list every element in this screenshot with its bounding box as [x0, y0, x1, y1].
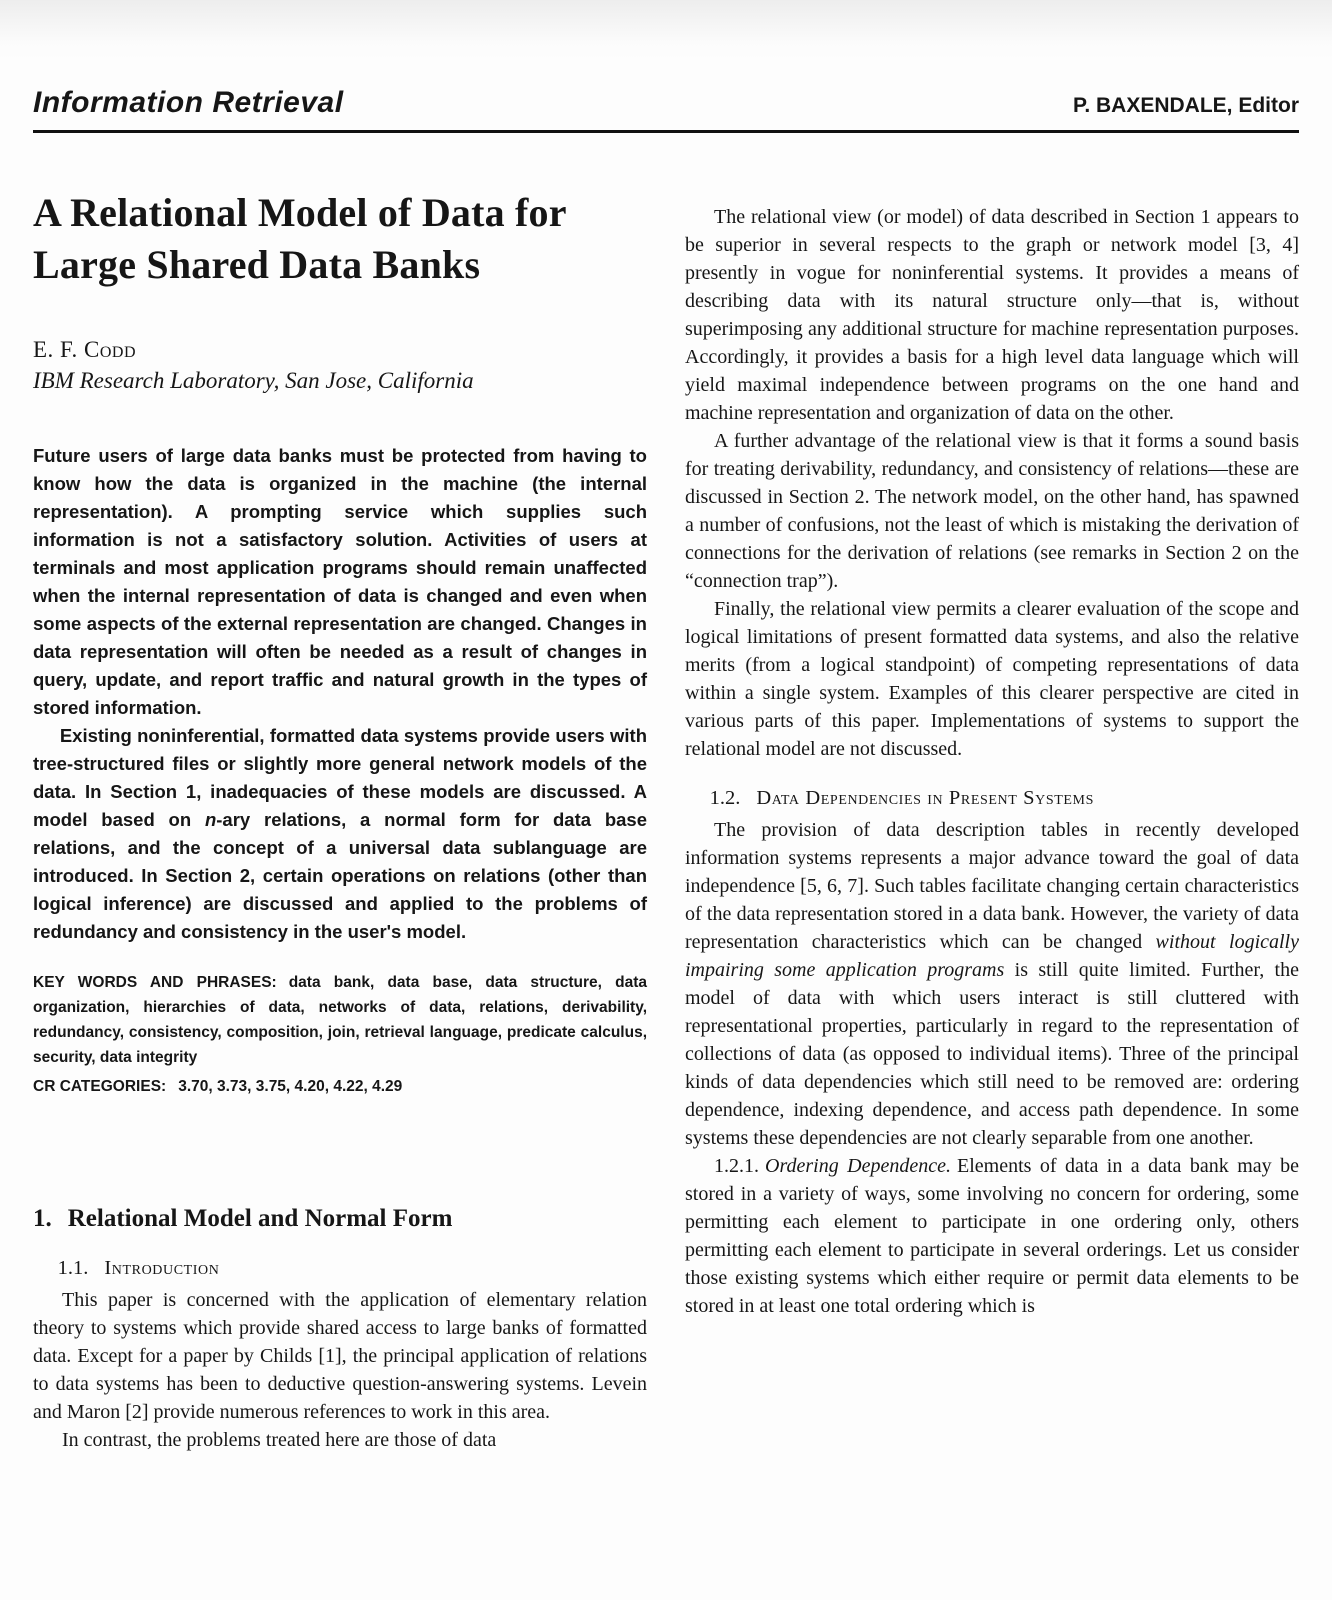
ordering-dependence-title: Ordering Dependence. — [765, 1155, 951, 1177]
cr-categories-block — [33, 1074, 647, 1099]
clipped-bottom-line — [33, 1426, 647, 1451]
cr-categories-values: 3.70, 3.73, 3.75, 4.20, 4.22, 4.29 — [178, 1078, 403, 1095]
abstract-paragraph-1: Future users of large data banks must be protected from having to know how the data is organized in the machine (the internal representation). A prompting service which supplies such information is not a satisfactory solution. Activities of users at terminals and most application programs should remain unaffected when the internal representation of data is changed and even when some aspects of the external representation are changed. Changes in data representation will often be needed as a result of changes in query, update, and report traffic and natural growth in the types of stored information. — [33, 445, 647, 718]
ordering-dependence-text: Elements of data in a data bank may be stored in a variety of ways, some involving no concern for ordering, some permitting each element to participate in one ordering only, others permitting each element to participate in several orderings. Let us consider those existing systems which either require or permit data elements to be stored in at least one total ordering which is — [685, 1155, 1300, 1317]
abstract-paragraph-2-pre: Existing noninferential, formatted data systems provide users with tree-structured files or slightly more general network models of the data. In Section 1, inadequacies of these models are discussed. A model based on — [33, 725, 647, 830]
two-column-layout — [33, 133, 1300, 1451]
article-title — [33, 187, 647, 291]
section-1-heading — [33, 1205, 647, 1233]
cr-categories-label: CR CATEGORIES: — [33, 1078, 167, 1095]
author-affiliation: IBM Research Laboratory, San Jose, California — [33, 368, 474, 393]
body-paragraph-finally: Finally, the relational view permits a clearer evaluation of the scope and logical limitations of present formatted data systems, and also the relative merits (from a logical standpoint) of competing representations of data within a single system. Examples of this clearer perspective are cited in various parts of this paper. Implementations of systems to support the relational model are not discussed. — [685, 598, 1299, 760]
editor-credit: P. BAXENDALE, Editor — [1073, 94, 1299, 117]
data-description-post: is still quite limited. Further, the model of data with which users interact is still cluttered with representational properties, particularly in regard to the representation of collections of data (as opposed to individual items). Three of the principal kinds of data dependencies which still need to be removed are: ordering dependence, indexing dependence, and access path dependence. In some systems these dependencies are not clearly separable from one another. — [685, 959, 1299, 1149]
left-column — [33, 133, 648, 1451]
section-1-title: Relational Model and Normal Form — [67, 1205, 453, 1232]
abstract-paragraph-2-italic: n — [204, 809, 217, 830]
section-1-2-heading — [685, 787, 1299, 810]
abstract-paragraph-2-post: -ary relations, a normal form for data base relations, and the concept of a universal data sublanguage are introduced. In Section 2, certain operations on relations (other than logical inference) are discussed and applied to the problems of redundancy and consistency in the user's model. — [33, 809, 648, 942]
author-name: E. F. Codd — [33, 337, 137, 362]
section-1-1-title: Introduction — [104, 1257, 220, 1279]
introduction-paragraph: This paper is concerned with the application of elementary relation theory to systems which provide shared access to large banks of formatted data. Except for a paper by Childs [1], the principal application of relations to data systems has been to deductive question-answering systems. Levein and Maron [2] provide numerous references to work in this area. — [33, 1289, 647, 1423]
clipped-bottom-line-text: In contrast, the problems treated here are those of data — [62, 1429, 497, 1451]
data-description-italic: without logically impairing some application programs — [685, 931, 1299, 981]
article-title-line1: A Relational Model of Data for — [33, 190, 567, 235]
data-description-pre: The provision of data description tables in recently developed information systems represents a major advance toward the goal of data independence [5, 6, 7]. Such tables facilitate changing certain characteristics of the data representation stored in a data bank. However, the variety of data representation characteristics which can be changed — [685, 819, 1299, 953]
body-paragraph-ordering-dependence — [685, 1152, 1299, 1320]
section-1-2-title: Data Dependencies in Present Systems — [756, 787, 1094, 809]
right-column — [685, 133, 1299, 1439]
journal-name: Information Retrieval — [33, 86, 344, 119]
section-1-number: 1. — [33, 1205, 52, 1232]
section-1-1-number: 1.1. — [57, 1257, 89, 1279]
journal-header — [33, 86, 1299, 120]
article-title-line2: Large Shared Data Banks — [33, 242, 481, 287]
keywords-label: KEY WORDS AND PHRASES: — [33, 974, 277, 991]
section-1-2-number: 1.2. — [709, 787, 741, 809]
keywords-block — [33, 970, 647, 1070]
keywords-terms: data bank, data base, data structure, data organization, hierarchies of data, networks of data, relations, derivability, redundancy, consistency, composition, join, retrieval language, predicate calculus, security, data integrity — [33, 974, 647, 1066]
body-paragraph-further-advantage: A further advantage of the relational view is that it forms a sound basis for treating derivability, redundancy, and consistency of relations—these are discussed in Section 2. The network model, on the other hand, has spawned a number of confusions, not the least of which is mistaking the derivation of connections for the derivation of relations (see remarks in Section 2 on the “connection trap”). — [685, 430, 1299, 592]
abstract-paragraph-2 — [33, 722, 647, 946]
ordering-dependence-number: 1.2.1. — [714, 1155, 759, 1177]
section-1-1-heading — [33, 1257, 647, 1280]
body-paragraph-data-description — [685, 816, 1299, 1152]
body-paragraph-relational-view: The relational view (or model) of data described in Section 1 appears to be superior in several respects to the graph or network model [3, 4] presently in vogue for noninferential systems. It provides a means of describing data with its natural structure only—that is, without superimposing any additional structure for machine representation purposes. Accordingly, it provides a basis for a high level data language which will yield maximal independence between programs on the one hand and machine representation and organization of data on the other. — [685, 206, 1299, 424]
